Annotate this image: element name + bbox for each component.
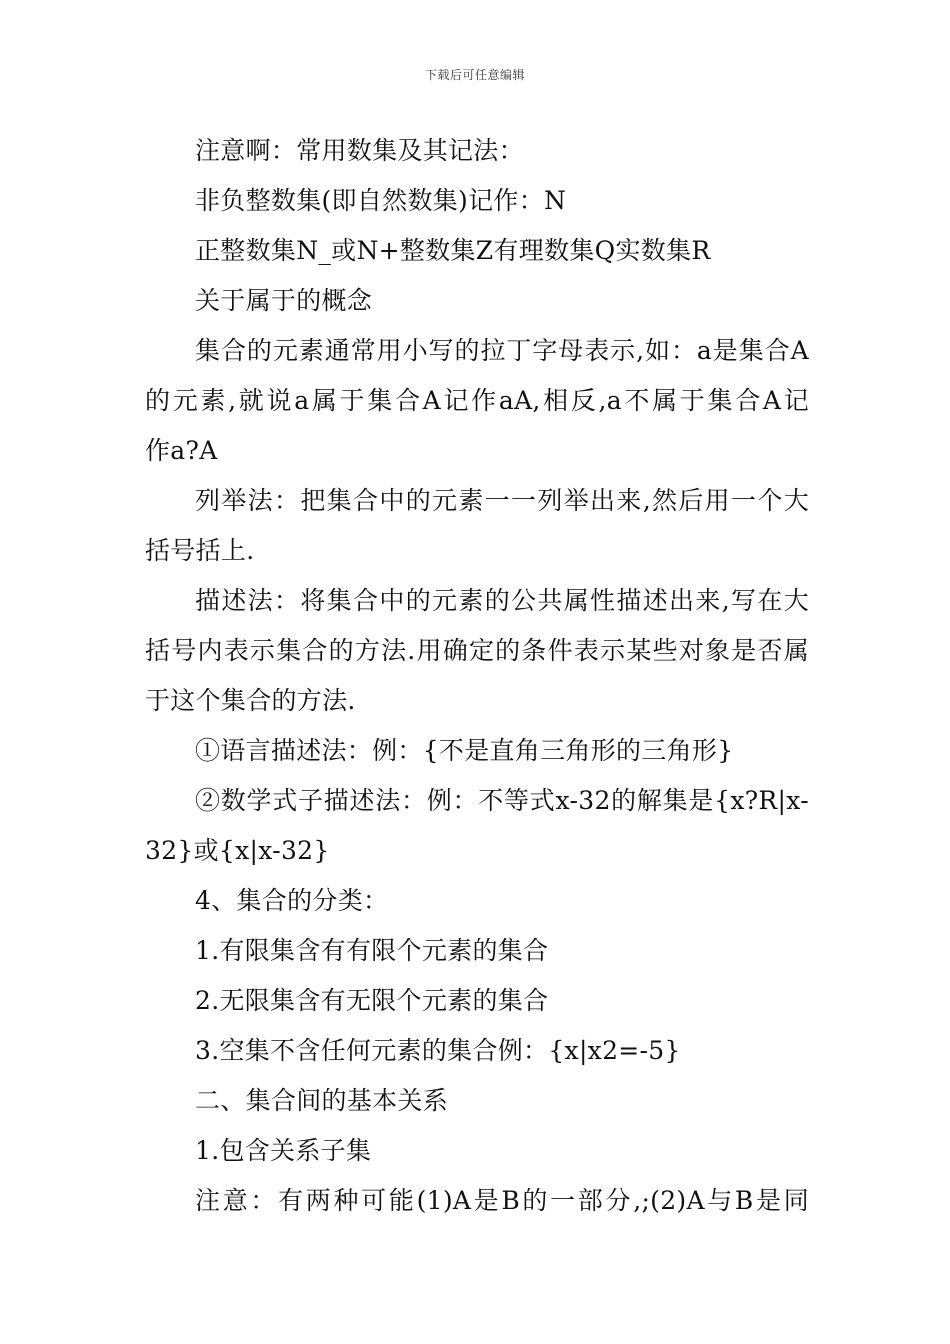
text-line: 正整数集N_或N+整数集Z有理数集Q实数集R [195,236,711,265]
text-line: 描述法：将集合中的元素的公共属性描述出来,写在大 [195,586,809,615]
text-line: 关于属于的概念 [195,286,373,315]
text-line: 的元素,就说a属于集合A记作aA,相反,a不属于集合A记 [145,386,809,415]
text-line: ①语言描述法：例：{不是直角三角形的三角形} [195,736,734,765]
text-line: 于这个集合的方法. [145,686,356,715]
text-line: 1.有限集含有有限个元素的集合 [195,936,549,965]
text-line: 注意：有两种可能(1)A是B的一部分,;(2)A与B是同 [195,1186,809,1215]
text-line: 括号内表示集合的方法.用确定的条件表示某些对象是否属 [145,636,809,665]
text-line: 列举法：把集合中的元素一一列举出来,然后用一个大 [195,486,809,515]
text-line: 32}或{x|x-32} [145,836,330,865]
text-line: 注意啊：常用数集及其记法： [195,136,524,165]
text-line: 1.包含关系子集 [195,1136,372,1165]
text-line: 括号括上. [145,536,255,565]
text-line: 集合的元素通常用小写的拉丁字母表示,如：a是集合A [195,336,809,365]
text-line: 3.空集不含任何元素的集合例：{x|x2=-5} [195,1036,681,1065]
text-line: 2.无限集含有无限个元素的集合 [195,986,549,1015]
page-header: 下载后可任意编辑 [424,68,525,82]
text-line: ②数学式子描述法：例：不等式x-32的解集是{x?R|x- [195,786,809,815]
text-line: 4、集合的分类： [195,886,389,915]
document-body [145,126,809,1226]
text-line: 非负整数集(即自然数集)记作：N [195,186,567,215]
text-line: 作a?A [145,436,218,465]
text-line: 二、集合间的基本关系 [195,1086,449,1115]
